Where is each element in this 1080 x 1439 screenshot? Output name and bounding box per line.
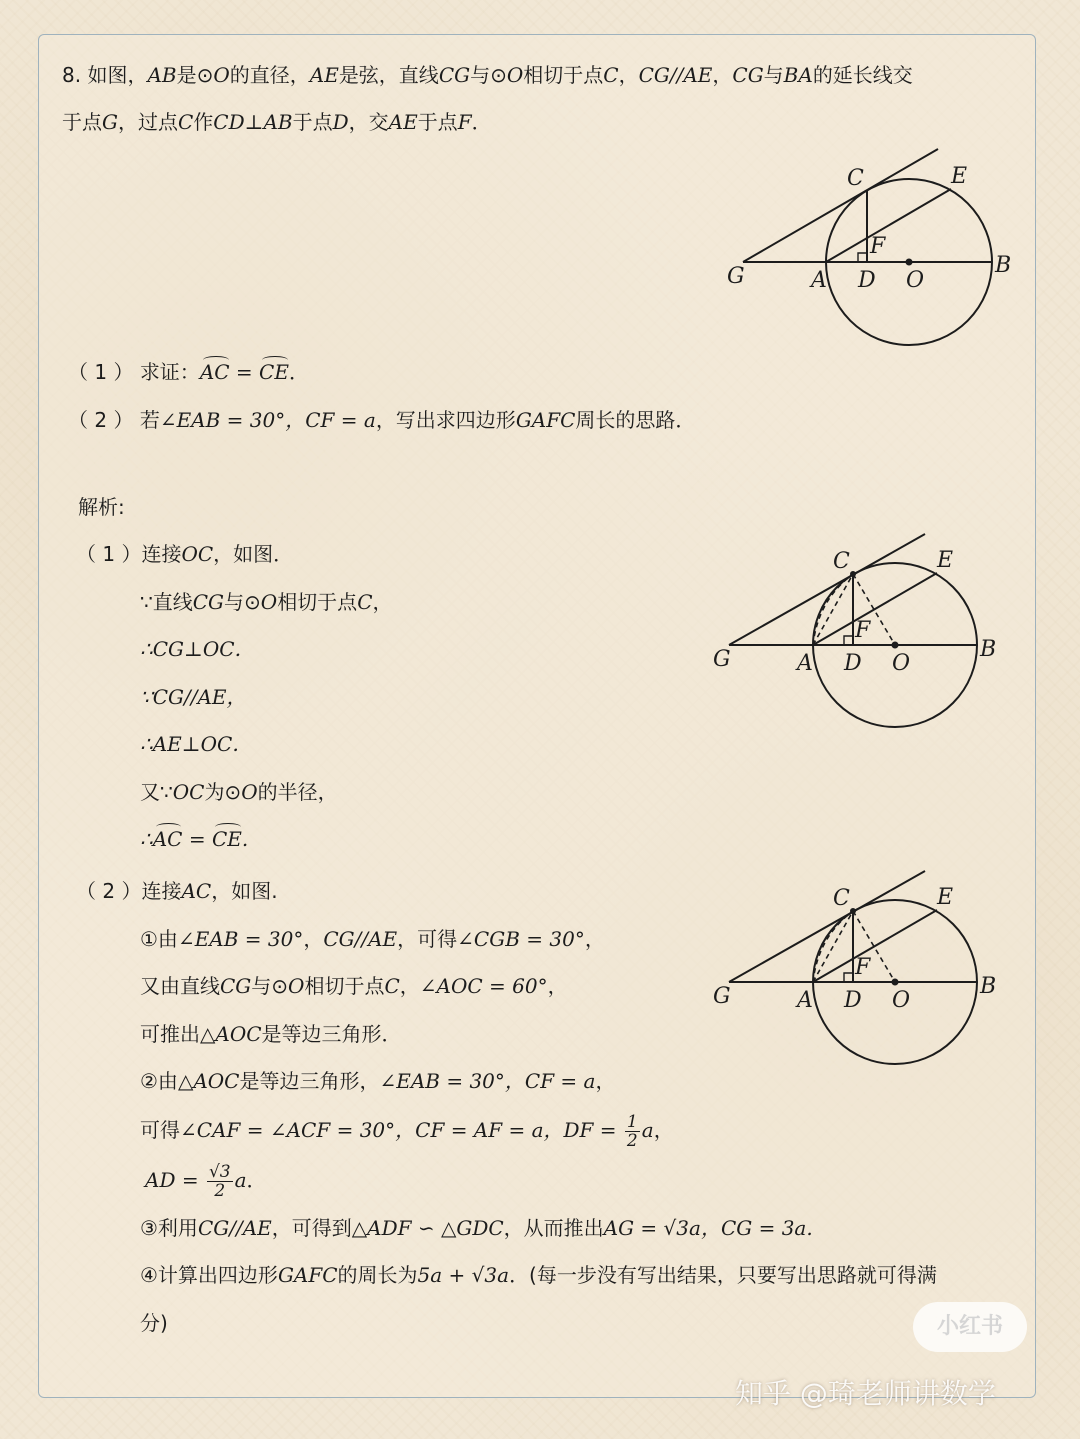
fig3-label-o: O bbox=[892, 988, 911, 1013]
fig2-label-d: D bbox=[844, 651, 862, 676]
part2-heading: （ 2 ）连接AC，如图. bbox=[76, 879, 278, 903]
zhihu-watermark: 知乎 @琦老师讲数学 bbox=[735, 1377, 996, 1410]
part1-step-6: ∴AC = CE. bbox=[140, 827, 249, 851]
geometry-figure-2 bbox=[705, 528, 1035, 733]
fig2-label-o: O bbox=[892, 651, 911, 676]
fig2-label-a: A bbox=[797, 651, 813, 676]
fig3-label-g: G bbox=[713, 984, 731, 1009]
label-b: B bbox=[995, 253, 1012, 278]
part2-step-1: ①由∠EAB = 30°，CG//AE，可得∠CGB = 30°， bbox=[140, 927, 605, 951]
part2-step-2: 又由直线CG与⊙O相切于点C，∠AOC = 60°， bbox=[140, 974, 568, 998]
chord-ae bbox=[826, 189, 951, 262]
part1-heading: （ 1 ）连接OC，如图． bbox=[76, 542, 294, 566]
problem-line-2: 于点G，过点C作CD⊥AB于点D，交AE于点F． bbox=[62, 110, 492, 134]
fig2-label-c: C bbox=[833, 549, 850, 574]
fig3-label-a: A bbox=[797, 988, 813, 1013]
label-d: D bbox=[858, 268, 876, 293]
arc-ce-label: CE bbox=[259, 360, 289, 384]
part2-step-9: 分) bbox=[140, 1311, 168, 1335]
label-a: A bbox=[811, 268, 827, 293]
problem-line-1: 8. 如图，AB是⊙O的直径，AE是弦，直线CG与⊙O相切于点C，CG//AE，CG与BA的延长线交 bbox=[62, 63, 913, 87]
part2-step-5: 可得∠CAF = ∠ACF = 30°，CF = AF = a，DF = $\frac{1}{2}$ a， bbox=[140, 1112, 674, 1151]
label-c: C bbox=[847, 166, 864, 191]
tangent-cg bbox=[743, 149, 938, 262]
part1-step-3: ∵CG//AE， bbox=[140, 685, 247, 709]
fig3-label-f: F bbox=[855, 955, 871, 980]
part2-step-6: AD = $\frac{√3}{2}$ a． bbox=[145, 1162, 267, 1201]
label-f: F bbox=[870, 234, 886, 259]
part1-step-4: ∴AE⊥OC． bbox=[140, 732, 253, 756]
solution-label: 解析: bbox=[78, 495, 125, 519]
geometry-figure-1 bbox=[715, 140, 1045, 355]
part1-step-2: ∴CG⊥OC． bbox=[140, 637, 255, 661]
label-e: E bbox=[951, 164, 968, 189]
question-1: （ 1 ） 求证：AC = CE． bbox=[68, 360, 309, 384]
label-g: G bbox=[727, 264, 745, 289]
part2-step-8: ④计算出四边形GAFC的周长为5a + √3a．(每一步没有写出结果，只要写出思路就可得满 bbox=[140, 1263, 937, 1287]
part2-step-4: ②由△AOC是等边三角形，∠EAB = 30°，CF = a， bbox=[140, 1069, 616, 1093]
fig3-label-d: D bbox=[844, 988, 862, 1013]
label-o: O bbox=[906, 268, 925, 293]
fig2-label-g: G bbox=[713, 647, 731, 672]
part2-step-3: 可推出△AOC是等边三角形． bbox=[140, 1022, 402, 1046]
fraction-one-half: $\frac{1}{2}$ bbox=[626, 1112, 638, 1151]
part1-step-5: 又∵OC为⊙O的半径， bbox=[140, 780, 338, 804]
fig2-label-b: B bbox=[980, 637, 997, 662]
center-dot-o bbox=[906, 259, 913, 266]
part1-step-1: ∵直线CG与⊙O相切于点C， bbox=[140, 590, 393, 614]
geometry-figure-3 bbox=[705, 865, 1035, 1070]
fig2-label-e: E bbox=[937, 548, 954, 573]
fraction-root3-over-2: $\frac{√3}{2}$ bbox=[208, 1162, 231, 1201]
question-2: （ 2 ） 若∠EAB = 30°，CF = a，写出求四边形GAFC周长的思路． bbox=[68, 408, 696, 432]
xiaohongshu-watermark: 小红书 bbox=[913, 1302, 1027, 1352]
fig2-label-f: F bbox=[855, 618, 871, 643]
fig3-label-e: E bbox=[937, 885, 954, 910]
fig3-label-b: B bbox=[980, 974, 997, 999]
part2-step-7: ③利用CG//AE，可得到△ADF ∽ △GDC，从而推出AG = √3a，CG = 3a. bbox=[140, 1216, 813, 1240]
arc-ac-label: AC bbox=[199, 360, 230, 384]
right-angle-mark bbox=[858, 253, 867, 262]
fig3-label-c: C bbox=[833, 886, 850, 911]
